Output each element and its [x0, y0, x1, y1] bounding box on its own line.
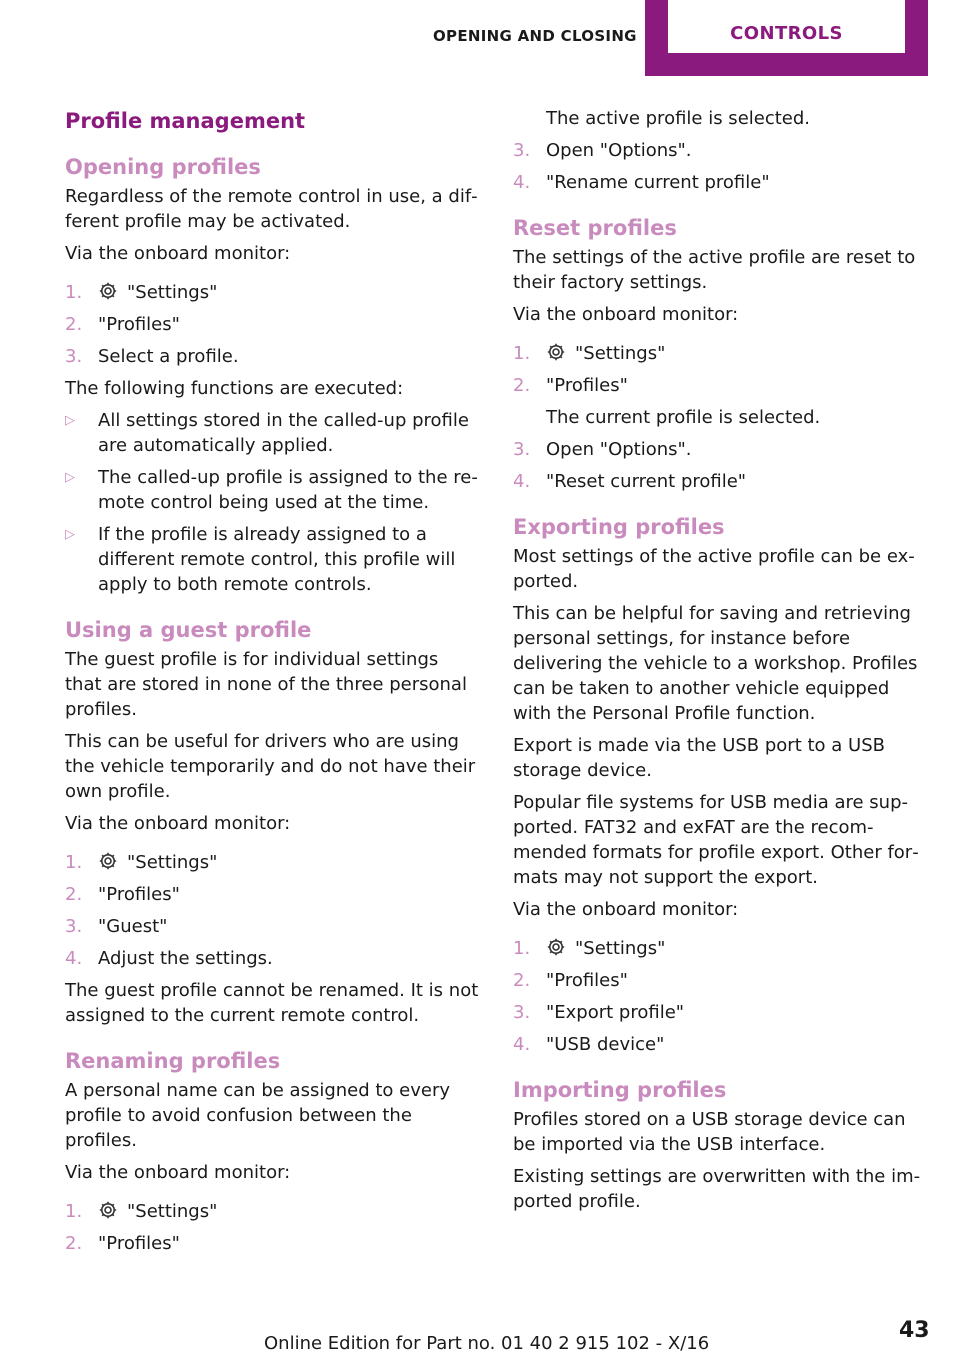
paragraph: A personal name can be assigned to every profile to avoid confusion between the profiles. — [65, 1080, 451, 1151]
step-number: 1. — [65, 852, 83, 873]
list-item — [65, 850, 479, 875]
footer-edition: Online Edition for Part no. 01 40 2 915 102 - X/16 — [264, 1333, 710, 1354]
list-item — [65, 882, 479, 907]
list-item-text: "Profiles" — [546, 970, 628, 991]
settings-gear-icon — [546, 342, 566, 362]
list-item-text: "USB device" — [546, 1034, 665, 1055]
step-number: 3. — [65, 346, 83, 367]
list-item — [65, 408, 479, 458]
paragraph: The settings of the active profile are reset to their factory settings. — [513, 247, 916, 293]
paragraph: Popular file systems for USB media are supported. FAT32 and exFAT are the recommended formats for profile export. Other formats may not support the export. — [513, 792, 919, 888]
settings-gear-icon — [98, 281, 118, 301]
list-item — [65, 1231, 479, 1256]
paragraph: Existing settings are overwritten with the imported profile. — [513, 1166, 921, 1212]
step-number: 2. — [513, 970, 531, 991]
step-number: 4. — [513, 172, 531, 193]
paragraph: Regardless of the remote control in use, a different profile may be activated. — [65, 186, 478, 232]
list-item-text: "Export profile" — [546, 1002, 685, 1023]
step-number: 1. — [65, 1201, 83, 1222]
paragraph: The guest profile cannot be renamed. It is not assigned to the current remote control. — [65, 980, 479, 1026]
list-item-text: "Settings" — [575, 343, 666, 364]
list-item-text: "Profiles" — [98, 314, 180, 335]
list-item — [65, 914, 479, 939]
step-number: 3. — [65, 916, 83, 937]
paragraph: The following functions are executed: — [65, 378, 404, 399]
numbered-list — [65, 850, 479, 971]
step-number: 2. — [65, 884, 83, 905]
step-number: 1. — [65, 282, 83, 303]
step-number: 3. — [513, 439, 531, 460]
list-item — [65, 280, 479, 305]
step-number: 2. — [65, 1233, 83, 1254]
list-item-text: "Profiles" — [546, 375, 628, 396]
list-item-text: All settings stored in the called-up profile are automatically applied. — [98, 410, 469, 456]
list-item-text: "Reset current profile" — [546, 471, 747, 492]
list-item — [513, 437, 931, 462]
step-number: 3. — [513, 140, 531, 161]
list-item-text: "Settings" — [127, 852, 218, 873]
step-number: 4. — [513, 1034, 531, 1055]
numbered-list — [513, 341, 931, 494]
paragraph: Via the onboard monitor: — [513, 899, 739, 920]
step-number: 4. — [65, 948, 83, 969]
step-number: 1. — [513, 343, 531, 364]
list-item — [513, 1000, 931, 1025]
numbered-list — [513, 936, 931, 1057]
list-item — [65, 946, 479, 971]
list-item — [65, 522, 479, 597]
settings-gear-icon — [98, 1200, 118, 1220]
list-item — [513, 936, 931, 961]
paragraph: This can be helpful for saving and retrieving personal settings, for instance before delivering the vehicle to a workshop. Profiles can be taken to another vehicle equipped with the Personal Profile function. — [513, 603, 918, 724]
heading-importing-profiles: Importing profiles — [513, 1078, 727, 1102]
header-section-title: OPENING AND CLOSING — [433, 27, 637, 45]
list-item-text: "Profiles" — [98, 1233, 180, 1254]
list-item-text: "Settings" — [575, 938, 666, 959]
list-item — [513, 341, 931, 366]
list-item — [513, 469, 931, 494]
paragraph: Via the onboard monitor: — [513, 304, 739, 325]
paragraph: Via the onboard monitor: — [65, 813, 291, 834]
list-item-continuation: The active profile is selected. — [546, 108, 811, 129]
list-item — [65, 312, 479, 337]
paragraph: Profiles stored on a USB storage device can be imported via the USB interface. — [513, 1109, 906, 1155]
list-item-text: Open "Options". — [546, 140, 692, 161]
step-number: 2. — [513, 375, 531, 396]
triangle-bullet-icon: ▷ — [65, 527, 75, 542]
list-item-text: Select a profile. — [98, 346, 239, 367]
settings-gear-icon — [98, 851, 118, 871]
list-item-text: Adjust the settings. — [98, 948, 273, 969]
page-number: 43 — [899, 1318, 930, 1343]
numbered-list — [65, 1199, 479, 1256]
paragraph: Via the onboard monitor: — [65, 1162, 291, 1183]
list-item-text: "Guest" — [98, 916, 168, 937]
list-item — [513, 1032, 931, 1057]
list-item — [65, 344, 479, 369]
heading-exporting-profiles: Exporting profiles — [513, 515, 725, 539]
list-item-text: "Settings" — [127, 1201, 218, 1222]
list-item — [513, 138, 931, 163]
heading-reset-profiles: Reset profiles — [513, 216, 677, 240]
step-number: 2. — [65, 314, 83, 335]
list-item — [65, 465, 479, 515]
triangle-bullet-icon: ▷ — [65, 470, 75, 485]
step-number: 4. — [513, 471, 531, 492]
paragraph: Via the onboard monitor: — [65, 243, 291, 264]
bullet-list — [65, 408, 479, 597]
list-item-text: "Rename current profile" — [546, 172, 770, 193]
paragraph: Most settings of the active profile can be exported. — [513, 546, 915, 592]
page-title: Profile management — [65, 109, 306, 133]
list-item — [513, 968, 931, 993]
paragraph: Export is made via the USB port to a USB storage device. — [513, 735, 885, 781]
header-chapter-title: CONTROLS — [668, 0, 905, 53]
list-item-note: The current profile is selected. — [546, 407, 821, 428]
numbered-list — [65, 280, 479, 369]
step-number: 3. — [513, 1002, 531, 1023]
right-column — [513, 106, 931, 1221]
triangle-bullet-icon: ▷ — [65, 413, 75, 428]
list-item-text: The called-up profile is assigned to the remote control being used at the time. — [98, 467, 478, 513]
list-item-text: Open "Options". — [546, 439, 692, 460]
left-column — [65, 106, 479, 1263]
step-number: 1. — [513, 938, 531, 959]
list-item — [513, 373, 931, 398]
list-item-text: "Settings" — [127, 282, 218, 303]
heading-guest-profile: Using a guest profile — [65, 618, 312, 642]
settings-gear-icon — [546, 937, 566, 957]
paragraph: This can be useful for drivers who are using the vehicle temporarily and do not have their own profile. — [65, 731, 476, 802]
paragraph: The guest profile is for individual settings that are stored in none of the three personal profiles. — [65, 649, 467, 720]
heading-opening-profiles: Opening profiles — [65, 155, 261, 179]
header-chapter-tab — [645, 0, 928, 76]
numbered-list — [513, 138, 931, 195]
list-item-text: If the profile is already assigned to a different remote control, this profile will apply to both remote controls. — [98, 524, 456, 595]
list-item — [513, 170, 931, 195]
heading-renaming-profiles: Renaming profiles — [65, 1049, 281, 1073]
list-item — [65, 1199, 479, 1224]
list-item-text: "Profiles" — [98, 884, 180, 905]
